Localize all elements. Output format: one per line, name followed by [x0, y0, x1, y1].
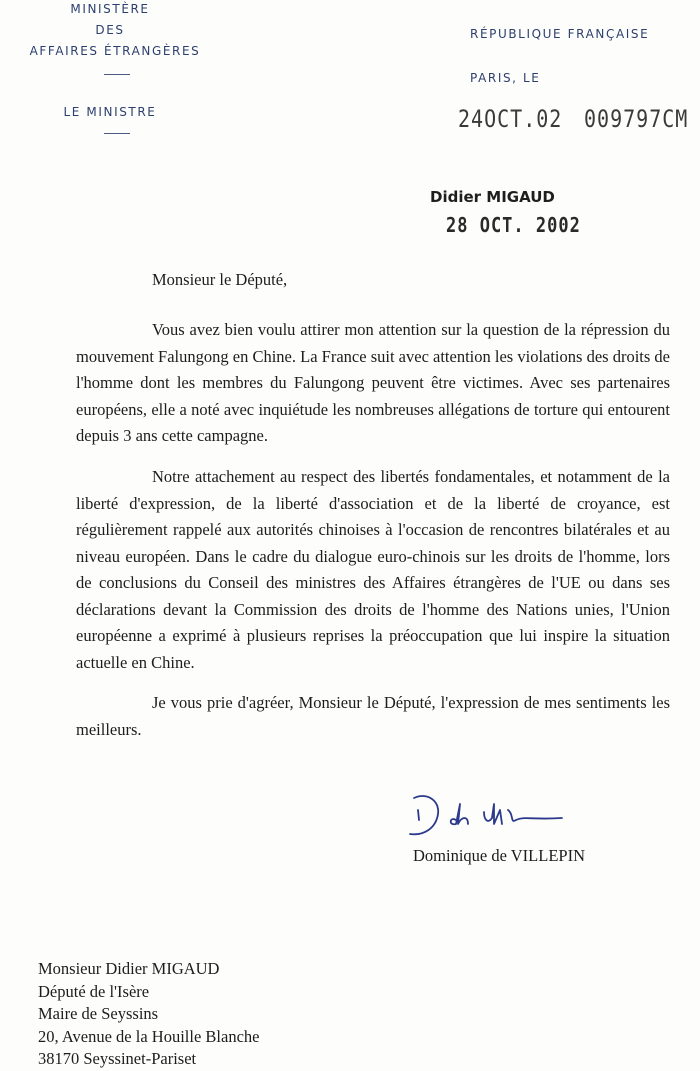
- recipient-stamp: Didier MIGAUD: [430, 188, 555, 206]
- signer-name: Dominique de VILLEPIN: [413, 846, 586, 865]
- salutation: Monsieur le Député,: [152, 270, 288, 289]
- ministry-line-3: AFFAIRES ÉTRANGÈRES: [29, 44, 201, 58]
- place-label: PARIS, LE: [470, 71, 541, 85]
- paragraph-1: Vous avez bien voulu attirer mon attention sur la question de la répression du mouvement Falungong en Chine. La France suit avec attention les violations des droits de l'homme dont les membres du Falungong peuvent être victimes. Avec ses partenaires européens, elle a noté avec inquiétude les nombreuses allégations de torture qui entourent depuis 3 ans cette campagne.: [76, 320, 670, 445]
- letterhead-rule-1: [104, 74, 130, 75]
- recipient-address: [38, 958, 259, 1071]
- date-stamp: 24OCT.02: [458, 104, 563, 133]
- republic-label: RÉPUBLIQUE FRANÇAISE: [470, 27, 650, 41]
- address-street: 20, Avenue de la Houille Blanche: [38, 1026, 260, 1046]
- address-name: Monsieur Didier MIGAUD: [38, 959, 220, 978]
- paragraph-3: Je vous prie d'agréer, Monsieur le Député, l'expression de mes sentiments les meilleurs.: [76, 693, 670, 739]
- letterhead-rule-2: [104, 133, 130, 134]
- paragraph-2: Notre attachement au respect des libertés fondamentales, et notamment de la liberté d'expression, de la liberté d'association et de la liberté de croyance, est régulièrement rappelé aux autorités chinoises à l'occasion de rencontres bilatérales et au niveau européen. Dans le cadre du dialogue euro-chinois sur les droits de l'homme, lors de conclusions du Conseil des ministres des Affaires étrangères de l'UE ou dans ses déclarations devant la Commission des droits de l'homme des Nations unies, l'Union européenne a exprimé à plusieurs reprises la préoccupation que lui inspire la situation actuelle en Chine.: [76, 467, 670, 672]
- ministry-line-2: DES: [95, 23, 125, 37]
- office-label: LE MINISTRE: [63, 105, 157, 119]
- address-city: 38170 Seyssinet-Pariset: [38, 1049, 197, 1068]
- handwritten-signature: [404, 790, 574, 846]
- ministry-line-1: MINISTÈRE: [70, 2, 150, 16]
- address-title: Député de l'Isère: [38, 981, 150, 1001]
- received-date-stamp: 28 OCT. 2002: [446, 214, 581, 238]
- address-role: Maire de Seyssins: [38, 1004, 159, 1023]
- reference-stamp: 009797CM: [584, 104, 689, 133]
